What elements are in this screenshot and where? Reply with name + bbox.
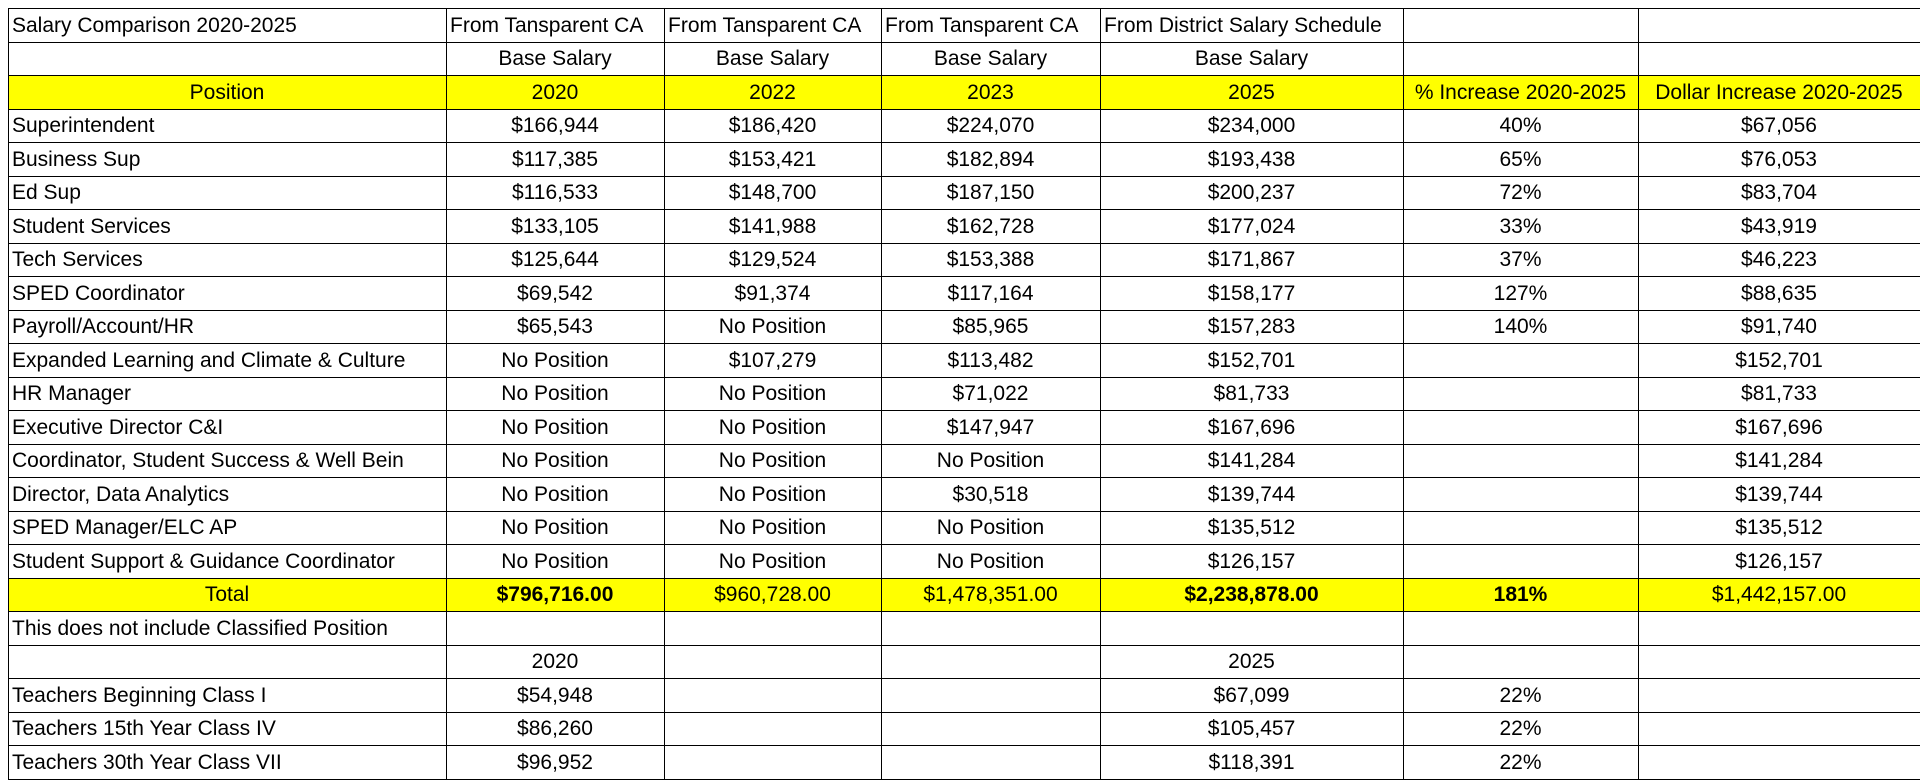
empty-cell[interactable] — [1639, 42, 1920, 76]
percent-increase-cell[interactable]: 65% — [1404, 143, 1639, 177]
column-header-dollar-increase[interactable]: Dollar Increase 2020-2025 — [1639, 76, 1920, 110]
teacher-class-cell[interactable]: Teachers 30th Year Class VII — [9, 746, 447, 780]
salary-2020-cell[interactable]: $116,533 — [447, 176, 665, 210]
empty-cell[interactable] — [1639, 746, 1920, 780]
position-name-cell[interactable]: Coordinator, Student Success & Well Bein — [9, 444, 447, 478]
dollar-increase-cell[interactable]: $141,284 — [1639, 444, 1920, 478]
percent-increase-cell[interactable] — [1404, 344, 1639, 378]
salary-2023-cell[interactable]: $182,894 — [882, 143, 1101, 177]
salary-2023-cell[interactable]: $113,482 — [882, 344, 1101, 378]
teacher-rows — [9, 679, 1920, 780]
salary-2023-cell[interactable]: $224,070 — [882, 109, 1101, 143]
table-row — [9, 511, 1920, 545]
sublabel-row — [9, 42, 1920, 76]
table-row — [9, 344, 1920, 378]
salary-2020-cell[interactable]: $166,944 — [447, 109, 665, 143]
salary-2025-cell[interactable]: $171,867 — [1101, 243, 1404, 277]
empty-cell[interactable] — [665, 645, 882, 679]
percent-increase-cell[interactable] — [1404, 411, 1639, 445]
source-cell[interactable]: From Tansparent CA — [447, 9, 665, 43]
salary-2025-cell[interactable]: $177,024 — [1101, 210, 1404, 244]
salary-2025-cell[interactable]: $193,438 — [1101, 143, 1404, 177]
salary-2025-cell[interactable]: $200,237 — [1101, 176, 1404, 210]
salary-2020-cell[interactable]: No Position — [447, 478, 665, 512]
salary-2020-cell[interactable]: $117,385 — [447, 143, 665, 177]
position-name-cell[interactable]: Expanded Learning and Climate & Culture — [9, 344, 447, 378]
column-header-position[interactable]: Position — [9, 76, 447, 110]
table-row — [9, 210, 1920, 244]
column-header-2023[interactable]: 2023 — [882, 76, 1101, 110]
teacher-percent-increase-cell[interactable]: 22% — [1404, 712, 1639, 746]
dollar-increase-cell[interactable]: $76,053 — [1639, 143, 1920, 177]
table-row — [9, 478, 1920, 512]
teacher-salary-2020-cell[interactable]: $54,948 — [447, 679, 665, 713]
salary-2025-cell[interactable]: $158,177 — [1101, 277, 1404, 311]
salary-2023-cell[interactable]: $147,947 — [882, 411, 1101, 445]
teacher-header-row — [9, 645, 1920, 679]
salary-2022-cell[interactable]: $153,421 — [665, 143, 882, 177]
total-percent-increase[interactable]: 181% — [1404, 578, 1639, 612]
total-2025[interactable]: $2,238,878.00 — [1101, 578, 1404, 612]
dollar-increase-cell[interactable]: $126,157 — [1639, 545, 1920, 579]
salary-2022-cell[interactable]: No Position — [665, 411, 882, 445]
position-name-cell[interactable]: Ed Sup — [9, 176, 447, 210]
salary-2025-cell[interactable]: $139,744 — [1101, 478, 1404, 512]
salary-2025-cell[interactable]: $157,283 — [1101, 310, 1404, 344]
table-row — [9, 143, 1920, 177]
salary-2022-cell[interactable]: No Position — [665, 377, 882, 411]
salary-2025-cell[interactable]: $81,733 — [1101, 377, 1404, 411]
empty-cell[interactable] — [447, 612, 665, 646]
table-row — [9, 109, 1920, 143]
empty-cell[interactable] — [882, 612, 1101, 646]
total-2022[interactable]: $960,728.00 — [665, 578, 882, 612]
salary-2025-cell[interactable]: $135,512 — [1101, 511, 1404, 545]
empty-cell[interactable] — [1404, 42, 1639, 76]
dollar-increase-cell[interactable]: $46,223 — [1639, 243, 1920, 277]
salary-2025-cell[interactable]: $141,284 — [1101, 444, 1404, 478]
salary-2023-cell[interactable]: No Position — [882, 444, 1101, 478]
table-row — [9, 411, 1920, 445]
column-header-2025[interactable]: 2025 — [1101, 76, 1404, 110]
salary-2022-cell[interactable]: $91,374 — [665, 277, 882, 311]
position-name-cell[interactable]: Director, Data Analytics — [9, 478, 447, 512]
salary-2022-cell[interactable]: No Position — [665, 511, 882, 545]
table-row — [9, 545, 1920, 579]
percent-increase-cell[interactable]: 127% — [1404, 277, 1639, 311]
percent-increase-cell[interactable]: 33% — [1404, 210, 1639, 244]
table-row — [9, 444, 1920, 478]
empty-cell[interactable] — [1404, 9, 1639, 43]
position-name-cell[interactable]: Superintendent — [9, 109, 447, 143]
column-header-2022[interactable]: 2022 — [665, 76, 882, 110]
salary-2020-cell[interactable]: $65,543 — [447, 310, 665, 344]
empty-cell[interactable] — [665, 746, 882, 780]
sublabel-cell[interactable]: Base Salary — [882, 42, 1101, 76]
dollar-increase-cell[interactable]: $43,919 — [1639, 210, 1920, 244]
note-cell[interactable]: This does not include Classified Position — [9, 612, 447, 646]
position-name-cell[interactable]: Tech Services — [9, 243, 447, 277]
salary-2022-cell[interactable]: No Position — [665, 545, 882, 579]
teacher-row — [9, 712, 1920, 746]
teacher-percent-increase-cell[interactable]: 22% — [1404, 746, 1639, 780]
position-rows — [9, 109, 1920, 578]
table-row — [9, 310, 1920, 344]
teacher-year-2020[interactable]: 2020 — [447, 645, 665, 679]
salary-2025-cell[interactable]: $152,701 — [1101, 344, 1404, 378]
dollar-increase-cell[interactable]: $81,733 — [1639, 377, 1920, 411]
salary-2025-cell[interactable]: $234,000 — [1101, 109, 1404, 143]
total-2020[interactable]: $796,716.00 — [447, 578, 665, 612]
table-row — [9, 277, 1920, 311]
salary-2020-cell[interactable]: $69,542 — [447, 277, 665, 311]
salary-2022-cell[interactable]: No Position — [665, 444, 882, 478]
sublabel-cell[interactable]: Base Salary — [665, 42, 882, 76]
dollar-increase-cell[interactable]: $83,704 — [1639, 176, 1920, 210]
percent-increase-cell[interactable] — [1404, 545, 1639, 579]
salary-2025-cell[interactable]: $126,157 — [1101, 545, 1404, 579]
percent-increase-cell[interactable] — [1404, 377, 1639, 411]
salary-2022-cell[interactable]: No Position — [665, 310, 882, 344]
table-row — [9, 377, 1920, 411]
position-name-cell[interactable]: Student Services — [9, 210, 447, 244]
teacher-salary-2025-cell[interactable]: $105,457 — [1101, 712, 1404, 746]
sublabel-cell[interactable]: Base Salary — [447, 42, 665, 76]
position-name-cell[interactable]: Business Sup — [9, 143, 447, 177]
dollar-increase-cell[interactable]: $135,512 — [1639, 511, 1920, 545]
empty-cell[interactable] — [665, 712, 882, 746]
teacher-salary-2025-cell[interactable]: $67,099 — [1101, 679, 1404, 713]
teacher-salary-2020-cell[interactable]: $96,952 — [447, 746, 665, 780]
salary-2022-cell[interactable]: No Position — [665, 478, 882, 512]
salary-2023-cell[interactable]: $30,518 — [882, 478, 1101, 512]
dollar-increase-cell[interactable]: $167,696 — [1639, 411, 1920, 445]
empty-cell[interactable] — [9, 645, 447, 679]
salary-2022-cell[interactable]: $107,279 — [665, 344, 882, 378]
percent-increase-cell[interactable]: 40% — [1404, 109, 1639, 143]
empty-cell[interactable] — [9, 42, 447, 76]
salary-2020-cell[interactable]: No Position — [447, 377, 665, 411]
teacher-class-cell[interactable]: Teachers Beginning Class I — [9, 679, 447, 713]
empty-cell[interactable] — [882, 746, 1101, 780]
salary-2023-cell[interactable]: No Position — [882, 545, 1101, 579]
empty-cell[interactable] — [665, 612, 882, 646]
source-row — [9, 9, 1920, 43]
empty-cell[interactable] — [1639, 679, 1920, 713]
percent-increase-cell[interactable]: 140% — [1404, 310, 1639, 344]
teacher-row — [9, 679, 1920, 713]
position-name-cell[interactable]: HR Manager — [9, 377, 447, 411]
teacher-class-cell[interactable]: Teachers 15th Year Class IV — [9, 712, 447, 746]
empty-cell[interactable] — [1639, 645, 1920, 679]
position-name-cell[interactable]: Payroll/Account/HR — [9, 310, 447, 344]
salary-2020-cell[interactable]: No Position — [447, 411, 665, 445]
salary-2020-cell[interactable]: No Position — [447, 344, 665, 378]
dollar-increase-cell[interactable]: $152,701 — [1639, 344, 1920, 378]
position-name-cell[interactable]: SPED Coordinator — [9, 277, 447, 311]
percent-increase-cell[interactable]: 72% — [1404, 176, 1639, 210]
table-row — [9, 243, 1920, 277]
percent-increase-cell[interactable]: 37% — [1404, 243, 1639, 277]
salary-2020-cell[interactable]: $125,644 — [447, 243, 665, 277]
percent-increase-cell[interactable] — [1404, 444, 1639, 478]
empty-cell[interactable] — [1404, 612, 1639, 646]
source-cell[interactable]: From District Salary Schedule — [1101, 9, 1404, 43]
salary-2023-cell[interactable]: $162,728 — [882, 210, 1101, 244]
salary-2020-cell[interactable]: No Position — [447, 511, 665, 545]
empty-cell[interactable] — [665, 679, 882, 713]
salary-2022-cell[interactable]: $186,420 — [665, 109, 882, 143]
position-name-cell[interactable]: Student Support & Guidance Coordinator — [9, 545, 447, 579]
table-row — [9, 176, 1920, 210]
empty-cell[interactable] — [1404, 645, 1639, 679]
salary-2020-cell[interactable]: No Position — [447, 545, 665, 579]
source-cell[interactable]: From Tansparent CA — [882, 9, 1101, 43]
dollar-increase-cell[interactable]: $88,635 — [1639, 277, 1920, 311]
salary-2020-cell[interactable]: No Position — [447, 444, 665, 478]
source-cell[interactable]: From Tansparent CA — [665, 9, 882, 43]
teacher-year-2025[interactable]: 2025 — [1101, 645, 1404, 679]
total-dollar-increase[interactable]: $1,442,157.00 — [1639, 578, 1920, 612]
salary-2023-cell[interactable]: $71,022 — [882, 377, 1101, 411]
total-label[interactable]: Total — [9, 578, 447, 612]
column-header-row — [9, 76, 1920, 110]
salary-2020-cell[interactable]: $133,105 — [447, 210, 665, 244]
empty-cell[interactable] — [1639, 612, 1920, 646]
empty-cell[interactable] — [882, 712, 1101, 746]
empty-cell[interactable] — [882, 679, 1101, 713]
position-name-cell[interactable]: Executive Director C&I — [9, 411, 447, 445]
percent-increase-cell[interactable] — [1404, 511, 1639, 545]
sublabel-cell[interactable]: Base Salary — [1101, 42, 1404, 76]
total-2023[interactable]: $1,478,351.00 — [882, 578, 1101, 612]
salary-2023-cell[interactable]: $153,388 — [882, 243, 1101, 277]
salary-2022-cell[interactable]: $148,700 — [665, 176, 882, 210]
empty-cell[interactable] — [882, 645, 1101, 679]
empty-cell[interactable] — [1639, 9, 1920, 43]
teacher-salary-2025-cell[interactable]: $118,391 — [1101, 746, 1404, 780]
teacher-salary-2020-cell[interactable]: $86,260 — [447, 712, 665, 746]
dollar-increase-cell[interactable]: $67,056 — [1639, 109, 1920, 143]
position-name-cell[interactable]: SPED Manager/ELC AP — [9, 511, 447, 545]
salary-2023-cell[interactable]: $117,164 — [882, 277, 1101, 311]
sheet-title[interactable]: Salary Comparison 2020-2025 — [9, 9, 447, 43]
percent-increase-cell[interactable] — [1404, 478, 1639, 512]
column-header-2020[interactable]: 2020 — [447, 76, 665, 110]
total-row — [9, 578, 1920, 612]
column-header-percent-increase[interactable]: % Increase 2020-2025 — [1404, 76, 1639, 110]
salary-2023-cell[interactable]: $85,965 — [882, 310, 1101, 344]
salary-2022-cell[interactable]: $129,524 — [665, 243, 882, 277]
salary-2023-cell[interactable]: No Position — [882, 511, 1101, 545]
salary-2023-cell[interactable]: $187,150 — [882, 176, 1101, 210]
empty-cell[interactable] — [1101, 612, 1404, 646]
empty-cell[interactable] — [1639, 712, 1920, 746]
dollar-increase-cell[interactable]: $91,740 — [1639, 310, 1920, 344]
salary-table — [8, 8, 1920, 780]
dollar-increase-cell[interactable]: $139,744 — [1639, 478, 1920, 512]
teacher-percent-increase-cell[interactable]: 22% — [1404, 679, 1639, 713]
teacher-row — [9, 746, 1920, 780]
note-row — [9, 612, 1920, 646]
salary-2025-cell[interactable]: $167,696 — [1101, 411, 1404, 445]
salary-2022-cell[interactable]: $141,988 — [665, 210, 882, 244]
